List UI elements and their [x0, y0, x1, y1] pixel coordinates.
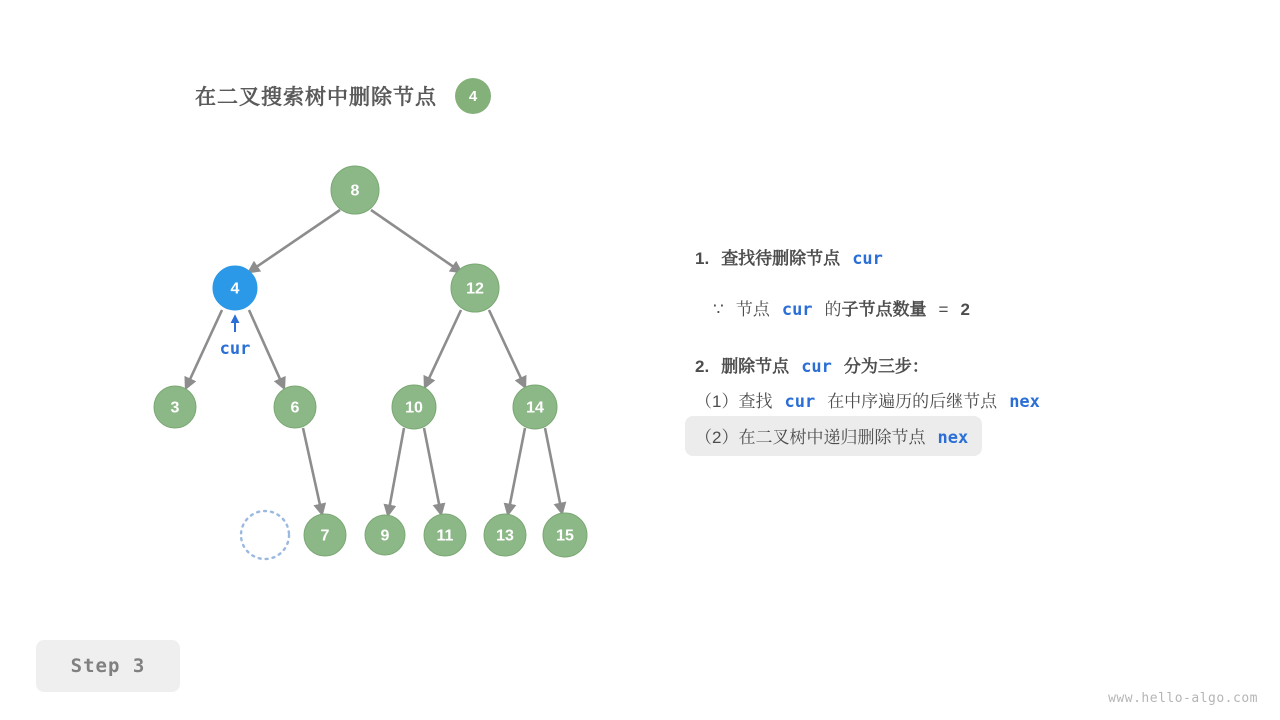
- node-label: 11: [436, 527, 454, 545]
- tree-node-12[interactable]: [451, 264, 499, 312]
- substep2-pre: 在二叉树中递归删除节点: [738, 428, 926, 447]
- tree-node-11[interactable]: [424, 514, 466, 556]
- node-label: 9: [380, 527, 390, 545]
- title-badge: 4: [455, 78, 491, 114]
- edge-4-3: [186, 310, 222, 388]
- node-label: 4: [230, 280, 240, 298]
- node-label: 7: [320, 527, 330, 545]
- step1-var: cur: [852, 249, 883, 269]
- tree-node-15[interactable]: [543, 513, 587, 557]
- substep2-line-highlighted: [685, 416, 982, 456]
- reason-var: cur: [781, 300, 813, 320]
- ghost-node-deleted: [241, 511, 289, 559]
- node-label: 3: [170, 399, 180, 417]
- tree-node-7[interactable]: [304, 514, 346, 556]
- tree-nodes: [154, 166, 587, 557]
- tree-node-10[interactable]: [392, 385, 436, 429]
- tree-edges: [186, 210, 562, 515]
- substep1-line: [695, 387, 1255, 412]
- cur-pointer: [220, 316, 251, 359]
- step2-text: 删除节点: [721, 357, 790, 376]
- cur-pointer-label: cur: [219, 339, 251, 359]
- tree-node-6[interactable]: [274, 386, 316, 428]
- reason-pre: 节点: [735, 300, 770, 319]
- tree-node-14[interactable]: [513, 385, 557, 429]
- edge-10-9: [388, 428, 404, 515]
- node-label: 12: [466, 280, 484, 298]
- node-label: 15: [556, 527, 574, 545]
- edge-10-11: [424, 428, 441, 514]
- substep1-index: （1）: [695, 392, 739, 411]
- step2-suffix: 分为三步：: [843, 357, 929, 376]
- edge-12-10: [425, 310, 461, 387]
- tree-node-13[interactable]: [484, 514, 526, 556]
- edge-12-14: [489, 310, 525, 387]
- edge-14-13: [508, 428, 525, 514]
- substep2-var: nex: [937, 428, 969, 448]
- substep2-index: （2）: [695, 428, 739, 447]
- step1-text: 查找待删除节点: [721, 249, 841, 268]
- edge-8-4: [249, 210, 340, 272]
- reason-eq: =: [938, 300, 949, 319]
- reason-bold: 子节点数量: [841, 300, 927, 319]
- reason-symbol: ∵: [713, 300, 724, 319]
- tree-node-8[interactable]: [331, 166, 379, 214]
- edge-8-12: [371, 210, 461, 272]
- node-label: 10: [405, 399, 423, 417]
- tree-node-9[interactable]: [365, 515, 405, 555]
- substep1-pre: 查找: [738, 392, 773, 411]
- node-label: 6: [290, 399, 300, 417]
- page-title: 在二叉搜索树中删除节点: [195, 86, 437, 109]
- node-label: 13: [496, 527, 514, 545]
- reason-value: 2: [960, 300, 970, 319]
- step-badge: Step 3: [36, 640, 180, 692]
- substep1-mid: 在中序遍历的后继节点: [827, 392, 998, 411]
- tree-node-3[interactable]: [154, 386, 196, 428]
- edge-6-7: [303, 428, 322, 514]
- step2-line: [695, 352, 1255, 377]
- substep1-var2: nex: [1009, 392, 1040, 412]
- watermark: www.hello-algo.com: [1108, 691, 1258, 706]
- substep1-var: cur: [784, 392, 816, 412]
- explanation-panel: [695, 244, 1255, 456]
- step1-line: [695, 244, 1255, 269]
- step2-var: cur: [801, 357, 832, 377]
- edge-14-15: [545, 428, 562, 513]
- tree-node-4[interactable]: [213, 266, 257, 310]
- edge-4-6: [249, 310, 284, 388]
- reason-mid: 的: [824, 300, 842, 319]
- node-label: 8: [350, 182, 360, 200]
- node-label: 14: [526, 399, 544, 417]
- reason-line: [713, 295, 1255, 320]
- binary-tree-graphic: [0, 0, 680, 620]
- step2-prefix: 2.: [695, 357, 710, 376]
- step1-prefix: 1.: [695, 249, 710, 268]
